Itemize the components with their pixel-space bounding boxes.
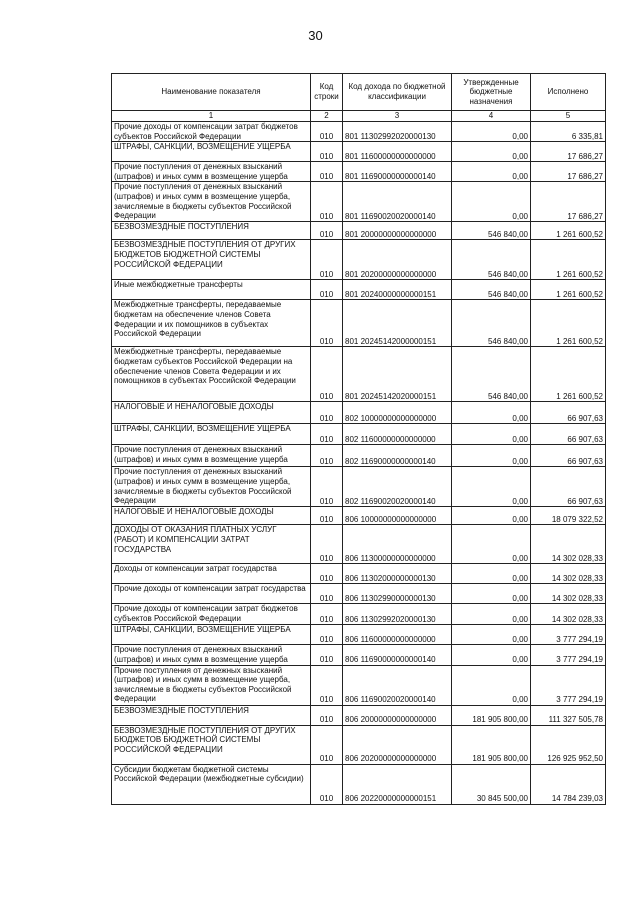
classification-code-cell: 806 20220000000000151 xyxy=(343,764,452,804)
classification-code-cell: 801 20240000000000151 xyxy=(343,280,452,300)
classification-code-cell: 802 10000000000000000 xyxy=(343,402,452,424)
approved-amount-cell: 0,00 xyxy=(452,445,531,467)
table-row xyxy=(112,280,606,300)
executed-amount-cell: 111 327 505,78 xyxy=(531,705,606,725)
table-row xyxy=(112,584,606,604)
executed-amount-cell: 1 261 600,52 xyxy=(531,222,606,240)
row-code-cell: 010 xyxy=(311,604,343,625)
executed-amount-cell: 126 925 952,50 xyxy=(531,725,606,764)
approved-amount-cell: 546 840,00 xyxy=(452,280,531,300)
indicator-name-cell: Субсидии бюджетам бюджетной системы Российской Федерации (межбюджетные субсидии) xyxy=(112,764,311,804)
classification-code-cell: 806 20200000000000000 xyxy=(343,725,452,764)
table-row xyxy=(112,424,606,445)
classification-code-cell: 801 11302992020000130 xyxy=(343,122,452,142)
classification-code-cell: 806 10000000000000000 xyxy=(343,507,452,525)
approved-amount-cell: 30 845 500,00 xyxy=(452,764,531,804)
column-number: 2 xyxy=(311,111,343,122)
classification-code-cell: 806 11302000000000130 xyxy=(343,564,452,584)
executed-amount-cell: 17 686,27 xyxy=(531,162,606,182)
row-code-cell: 010 xyxy=(311,507,343,525)
approved-amount-cell: 0,00 xyxy=(452,525,531,564)
row-code-cell: 010 xyxy=(311,402,343,424)
indicator-name-cell: НАЛОГОВЫЕ И НЕНАЛОГОВЫЕ ДОХОДЫ xyxy=(112,402,311,424)
table-row xyxy=(112,725,606,764)
row-code-cell: 010 xyxy=(311,645,343,665)
indicator-name-cell: Прочие поступления от денежных взысканий (штрафов) и иных сумм в возмещение ущерба, зачисляемые в бюджеты субъектов Российской Федерации xyxy=(112,182,311,222)
classification-code-cell: 801 20245142020000151 xyxy=(343,347,452,402)
row-code-cell: 010 xyxy=(311,222,343,240)
table-row xyxy=(112,507,606,525)
classification-code-cell: 802 11600000000000000 xyxy=(343,424,452,445)
indicator-name-cell: ШТРАФЫ, САНКЦИИ, ВОЗМЕЩЕНИЕ УЩЕРБА xyxy=(112,424,311,445)
indicator-name-cell: БЕЗВОЗМЕЗДНЫЕ ПОСТУПЛЕНИЯ ОТ ДРУГИХ БЮДЖЕТОВ БЮДЖЕТНОЙ СИСТЕМЫ РОССИЙСКОЙ ФЕДЕРАЦИИ xyxy=(112,725,311,764)
approved-amount-cell: 181 905 800,00 xyxy=(452,725,531,764)
table-row xyxy=(112,764,606,804)
approved-amount-cell: 0,00 xyxy=(452,122,531,142)
classification-code-cell: 801 20200000000000000 xyxy=(343,240,452,280)
table-row xyxy=(112,347,606,402)
classification-code-cell: 806 11302990000000130 xyxy=(343,584,452,604)
row-code-cell: 010 xyxy=(311,525,343,564)
executed-amount-cell: 14 302 028,33 xyxy=(531,525,606,564)
approved-amount-cell: 546 840,00 xyxy=(452,300,531,347)
indicator-name-cell: Прочие доходы от компенсации затрат государства xyxy=(112,584,311,604)
table-header xyxy=(112,74,606,122)
classification-code-cell: 801 11600000000000000 xyxy=(343,142,452,162)
executed-amount-cell: 14 302 028,33 xyxy=(531,564,606,584)
indicator-name-cell: Иные межбюджетные трансферты xyxy=(112,280,311,300)
approved-amount-cell: 0,00 xyxy=(452,402,531,424)
classification-code-cell: 806 11300000000000000 xyxy=(343,525,452,564)
table-row xyxy=(112,445,606,467)
executed-amount-cell: 66 907,63 xyxy=(531,445,606,467)
table-row xyxy=(112,162,606,182)
table-row xyxy=(112,182,606,222)
executed-amount-cell: 1 261 600,52 xyxy=(531,300,606,347)
indicator-name-cell: ДОХОДЫ ОТ ОКАЗАНИЯ ПЛАТНЫХ УСЛУГ (РАБОТ) И КОМПЕНСАЦИИ ЗАТРАТ ГОСУДАРСТВА xyxy=(112,525,311,564)
header-done: Исполнено xyxy=(531,74,606,111)
table-row xyxy=(112,564,606,584)
approved-amount-cell: 546 840,00 xyxy=(452,347,531,402)
classification-code-cell: 806 20000000000000000 xyxy=(343,705,452,725)
classification-code-cell: 801 11690000000000140 xyxy=(343,162,452,182)
approved-amount-cell: 0,00 xyxy=(452,625,531,645)
table-row xyxy=(112,665,606,705)
table-row xyxy=(112,402,606,424)
row-code-cell: 010 xyxy=(311,625,343,645)
indicator-name-cell: Прочие поступления от денежных взысканий (штрафов) и иных сумм в возмещение ущерба xyxy=(112,645,311,665)
row-code-cell: 010 xyxy=(311,445,343,467)
approved-amount-cell: 0,00 xyxy=(452,604,531,625)
indicator-name-cell: БЕЗВОЗМЕЗДНЫЕ ПОСТУПЛЕНИЯ xyxy=(112,705,311,725)
row-code-cell: 010 xyxy=(311,467,343,507)
column-number: 1 xyxy=(112,111,311,122)
executed-amount-cell: 6 335,81 xyxy=(531,122,606,142)
header-plan: Утвержденные бюджетные назначения xyxy=(452,74,531,111)
classification-code-cell: 806 11600000000000000 xyxy=(343,625,452,645)
executed-amount-cell: 3 777 294,19 xyxy=(531,625,606,645)
indicator-name-cell: Прочие поступления от денежных взысканий (штрафов) и иных сумм в возмещение ущерба xyxy=(112,162,311,182)
classification-code-cell: 806 11302992020000130 xyxy=(343,604,452,625)
approved-amount-cell: 546 840,00 xyxy=(452,222,531,240)
column-number-row xyxy=(112,111,606,122)
table-row xyxy=(112,525,606,564)
approved-amount-cell: 0,00 xyxy=(452,665,531,705)
executed-amount-cell: 14 784 239,03 xyxy=(531,764,606,804)
approved-amount-cell: 0,00 xyxy=(452,645,531,665)
header-row xyxy=(112,74,606,111)
executed-amount-cell: 3 777 294,19 xyxy=(531,665,606,705)
approved-amount-cell: 0,00 xyxy=(452,584,531,604)
column-number: 3 xyxy=(343,111,452,122)
approved-amount-cell: 181 905 800,00 xyxy=(452,705,531,725)
table-row xyxy=(112,240,606,280)
row-code-cell: 010 xyxy=(311,424,343,445)
executed-amount-cell: 17 686,27 xyxy=(531,142,606,162)
table-body xyxy=(112,122,606,805)
classification-code-cell: 801 11690020020000140 xyxy=(343,182,452,222)
executed-amount-cell: 3 777 294,19 xyxy=(531,645,606,665)
indicator-name-cell: Прочие доходы от компенсации затрат бюджетов субъектов Российской Федерации xyxy=(112,604,311,625)
executed-amount-cell: 66 907,63 xyxy=(531,424,606,445)
executed-amount-cell: 1 261 600,52 xyxy=(531,347,606,402)
row-code-cell: 010 xyxy=(311,347,343,402)
table-row xyxy=(112,645,606,665)
executed-amount-cell: 1 261 600,52 xyxy=(531,280,606,300)
row-code-cell: 010 xyxy=(311,300,343,347)
budget-income-table xyxy=(111,73,606,805)
executed-amount-cell: 14 302 028,33 xyxy=(531,584,606,604)
row-code-cell: 010 xyxy=(311,705,343,725)
row-code-cell: 010 xyxy=(311,564,343,584)
indicator-name-cell: ШТРАФЫ, САНКЦИИ, ВОЗМЕЩЕНИЕ УЩЕРБА xyxy=(112,142,311,162)
header-kbk: Код дохода по бюджетной классификации xyxy=(343,74,452,111)
classification-code-cell: 802 11690000000000140 xyxy=(343,445,452,467)
executed-amount-cell: 18 079 322,52 xyxy=(531,507,606,525)
approved-amount-cell: 0,00 xyxy=(452,424,531,445)
table-row xyxy=(112,705,606,725)
column-number: 4 xyxy=(452,111,531,122)
indicator-name-cell: Межбюджетные трансферты, передаваемые бюджетам на обеспечение членов Совета Федерации и их помощников в субъектах Российской Федерации xyxy=(112,300,311,347)
table-row xyxy=(112,142,606,162)
approved-amount-cell: 546 840,00 xyxy=(452,240,531,280)
approved-amount-cell: 0,00 xyxy=(452,564,531,584)
indicator-name-cell: НАЛОГОВЫЕ И НЕНАЛОГОВЫЕ ДОХОДЫ xyxy=(112,507,311,525)
row-code-cell: 010 xyxy=(311,280,343,300)
classification-code-cell: 806 11690000000000140 xyxy=(343,645,452,665)
indicator-name-cell: БЕЗВОЗМЕЗДНЫЕ ПОСТУПЛЕНИЯ ОТ ДРУГИХ БЮДЖЕТОВ БЮДЖЕТНОЙ СИСТЕМЫ РОССИЙСКОЙ ФЕДЕРАЦИИ xyxy=(112,240,311,280)
row-code-cell: 010 xyxy=(311,240,343,280)
approved-amount-cell: 0,00 xyxy=(452,162,531,182)
executed-amount-cell: 17 686,27 xyxy=(531,182,606,222)
row-code-cell: 010 xyxy=(311,182,343,222)
row-code-cell: 010 xyxy=(311,725,343,764)
row-code-cell: 010 xyxy=(311,584,343,604)
approved-amount-cell: 0,00 xyxy=(452,142,531,162)
column-number: 5 xyxy=(531,111,606,122)
page-number: 30 xyxy=(308,28,323,43)
indicator-name-cell: БЕЗВОЗМЕЗДНЫЕ ПОСТУПЛЕНИЯ xyxy=(112,222,311,240)
table-row xyxy=(112,122,606,142)
table-row xyxy=(112,467,606,507)
executed-amount-cell: 14 302 028,33 xyxy=(531,604,606,625)
row-code-cell: 010 xyxy=(311,764,343,804)
table-row xyxy=(112,625,606,645)
table-row xyxy=(112,300,606,347)
row-code-cell: 010 xyxy=(311,142,343,162)
table-row xyxy=(112,604,606,625)
executed-amount-cell: 66 907,63 xyxy=(531,402,606,424)
header-code: Код строки xyxy=(311,74,343,111)
classification-code-cell: 801 20000000000000000 xyxy=(343,222,452,240)
table-row xyxy=(112,222,606,240)
indicator-name-cell: Прочие поступления от денежных взысканий (штрафов) и иных сумм в возмещение ущерба, зачисляемые в бюджеты субъектов Российской Федерации xyxy=(112,467,311,507)
row-code-cell: 010 xyxy=(311,665,343,705)
indicator-name-cell: ШТРАФЫ, САНКЦИИ, ВОЗМЕЩЕНИЕ УЩЕРБА xyxy=(112,625,311,645)
classification-code-cell: 802 11690020020000140 xyxy=(343,467,452,507)
classification-code-cell: 801 20245142000000151 xyxy=(343,300,452,347)
indicator-name-cell: Межбюджетные трансферты, передаваемые бюджетам субъектов Российской Федерации на обеспечение членов Совета Федерации и их помощников в субъектах Российской Федерации xyxy=(112,347,311,402)
indicator-name-cell: Прочие доходы от компенсации затрат бюджетов субъектов Российской Федерации xyxy=(112,122,311,142)
executed-amount-cell: 66 907,63 xyxy=(531,467,606,507)
classification-code-cell: 806 11690020020000140 xyxy=(343,665,452,705)
executed-amount-cell: 1 261 600,52 xyxy=(531,240,606,280)
indicator-name-cell: Прочие поступления от денежных взысканий (штрафов) и иных сумм в возмещение ущерба xyxy=(112,445,311,467)
indicator-name-cell: Прочие поступления от денежных взысканий (штрафов) и иных сумм в возмещение ущерба, зачисляемые в бюджеты субъектов Российской Федерации xyxy=(112,665,311,705)
approved-amount-cell: 0,00 xyxy=(452,467,531,507)
indicator-name-cell: Доходы от компенсации затрат государства xyxy=(112,564,311,584)
row-code-cell: 010 xyxy=(311,122,343,142)
approved-amount-cell: 0,00 xyxy=(452,182,531,222)
header-name: Наименование показателя xyxy=(112,74,311,111)
approved-amount-cell: 0,00 xyxy=(452,507,531,525)
row-code-cell: 010 xyxy=(311,162,343,182)
